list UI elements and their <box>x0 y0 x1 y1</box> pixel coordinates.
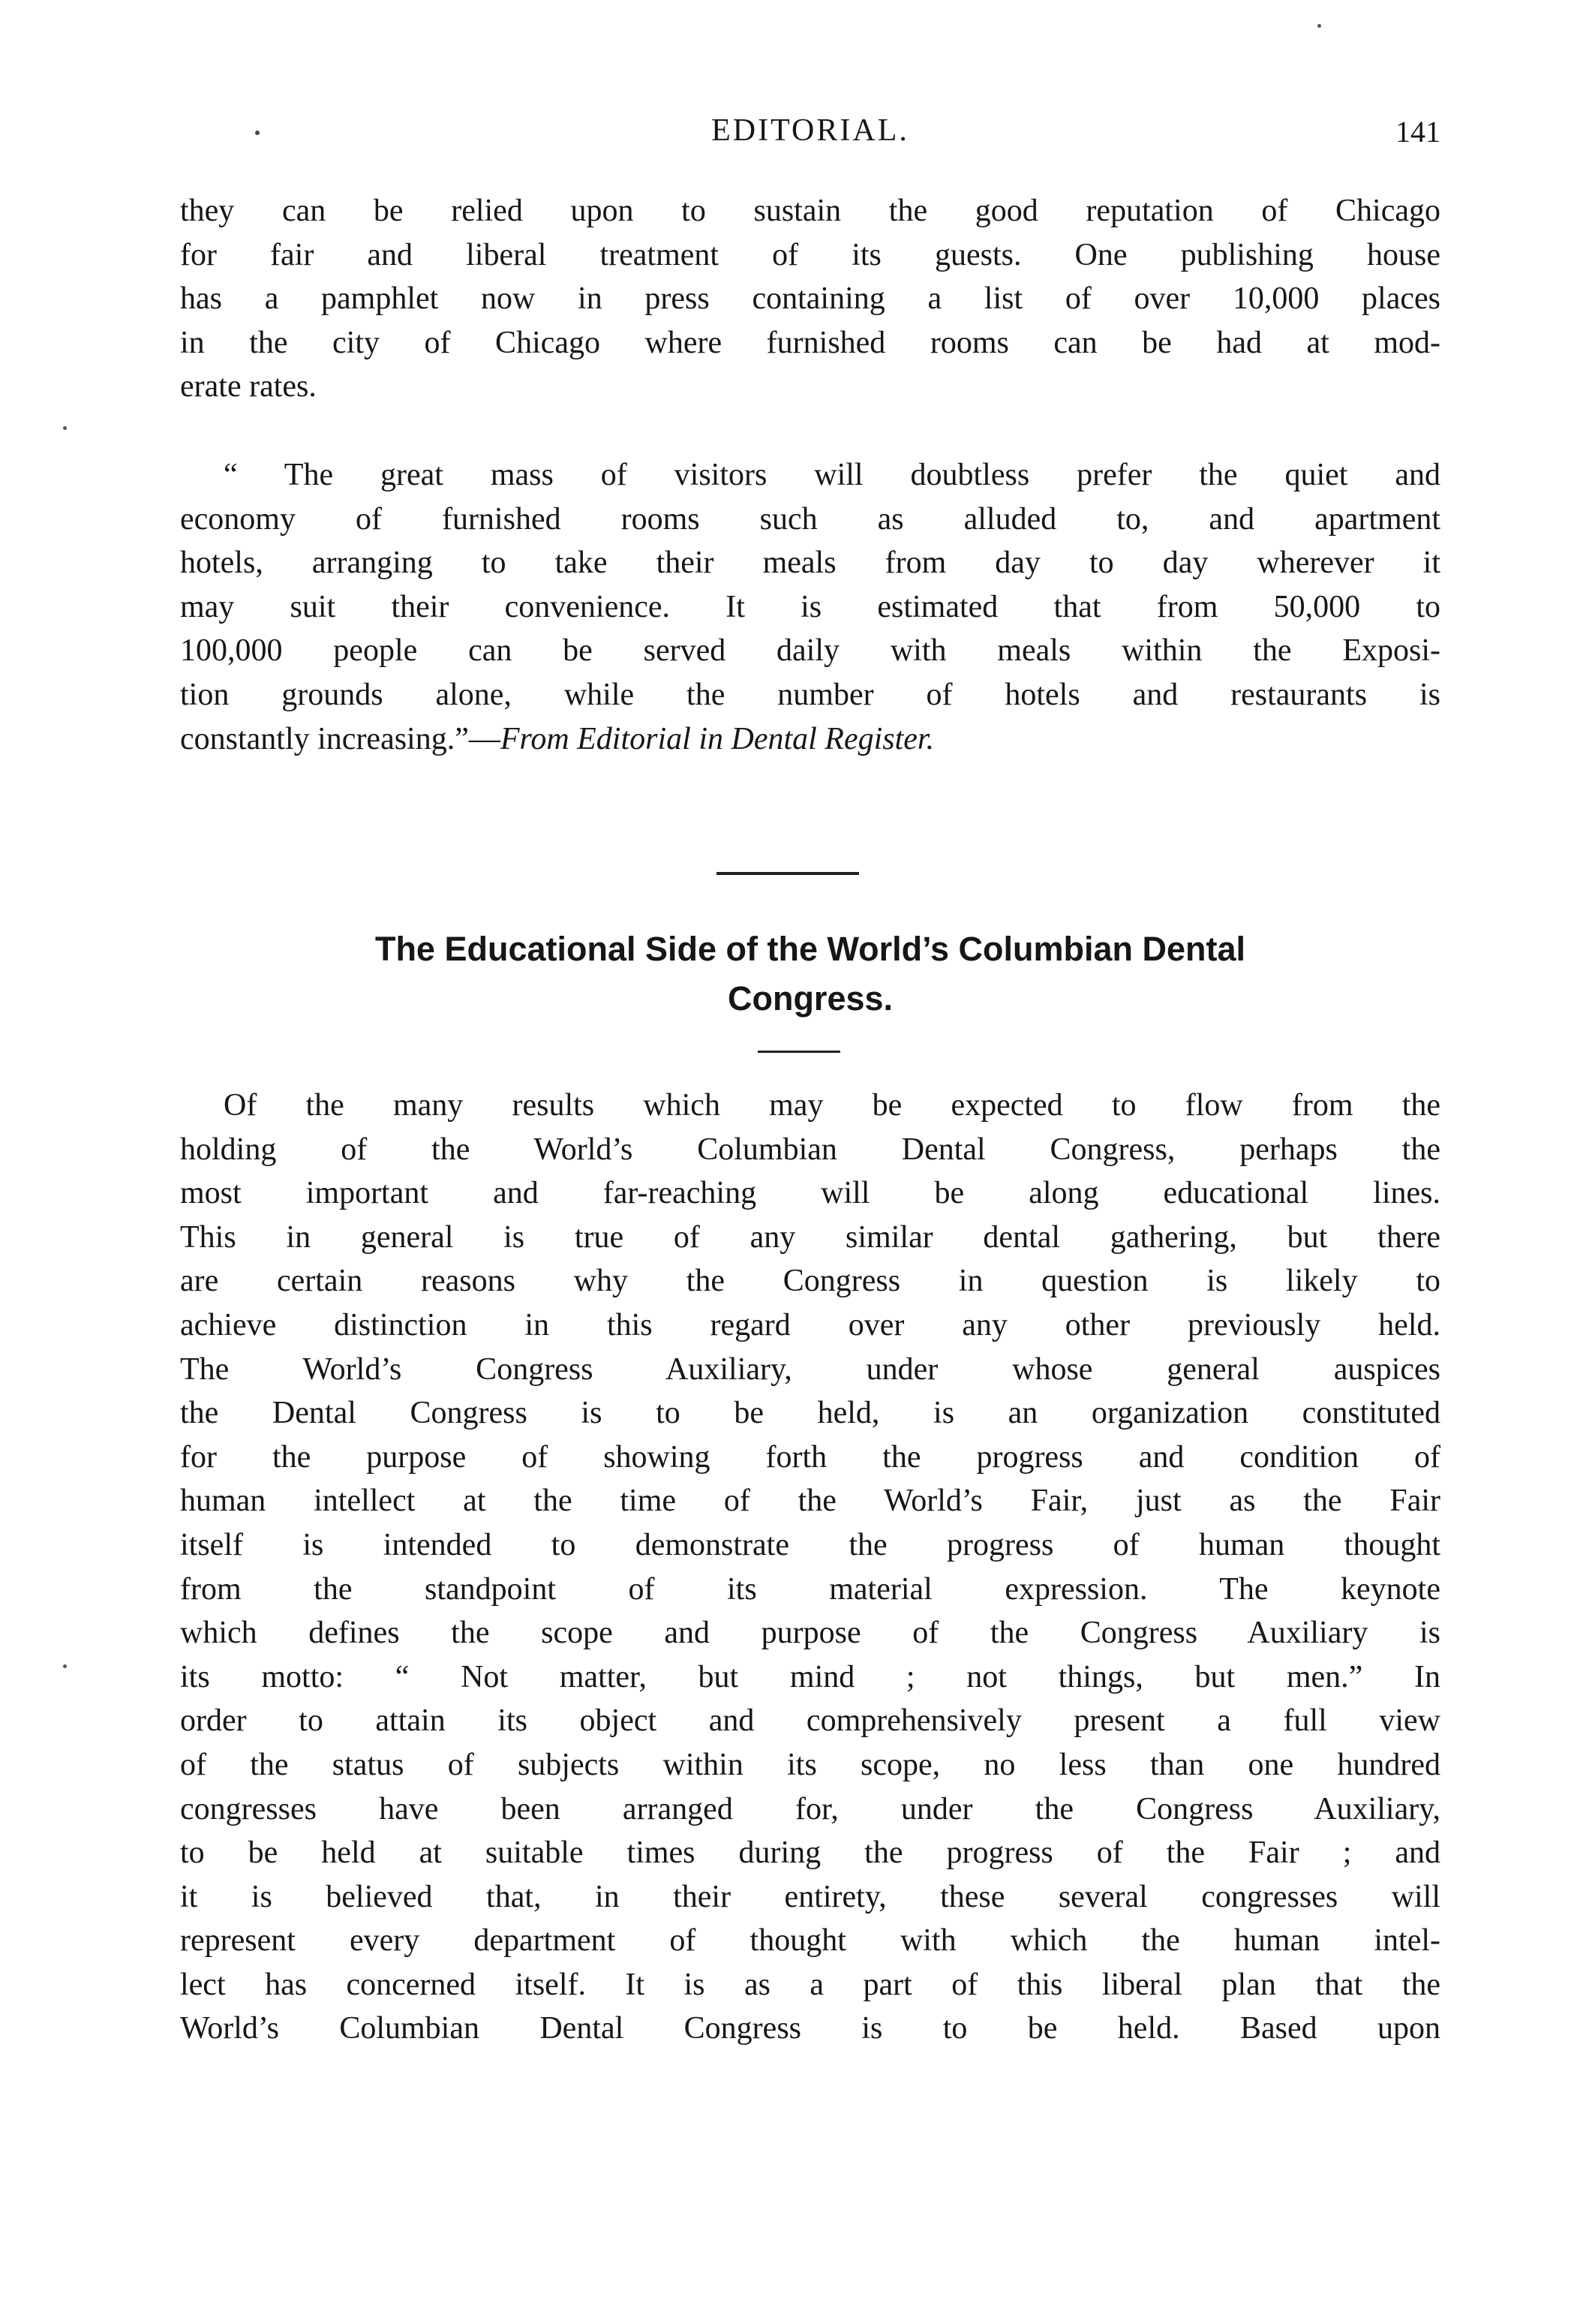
text-line: most important and far-reaching will be along educational lines. <box>180 1176 1440 1211</box>
text-line: to be held at suitable times during the progress of the Fair ; and <box>180 1835 1440 1871</box>
text-line: hotels, arranging to take their meals from day to day wherever it <box>180 546 1440 581</box>
section-divider <box>716 872 859 875</box>
text-line: which defines the scope and purpose of the Congress Auxiliary is <box>180 1616 1440 1651</box>
text-line: congresses have been arranged for, under the Congress Auxiliary, <box>180 1791 1440 1826</box>
text-line: the Dental Congress is to be held, is an organization constituted <box>180 1396 1440 1431</box>
text-line: its motto: “ Not matter, but mind ; not things, but men.” In <box>180 1659 1440 1694</box>
text-line: for fair and liberal treatment of its guests. One publishing house <box>180 237 1440 272</box>
closing-text: constantly increasing.”— <box>180 721 500 756</box>
text-line: from the standpoint of its material expression. The keynote <box>180 1571 1440 1607</box>
text-line: The World’s Congress Auxiliary, under whose general auspices <box>180 1351 1440 1387</box>
page-header <box>180 113 1440 158</box>
text-line: achieve distinction in this regard over any other previously held. <box>180 1307 1440 1342</box>
text-line: lect has concerned itself. It is as a part of this liberal plan that the <box>180 1967 1440 2002</box>
text-line: tion grounds alone, while the number of hotels and restaurants is <box>180 677 1440 712</box>
page-speck <box>63 426 67 430</box>
running-head: EDITORIAL. <box>711 113 909 148</box>
page-speck <box>63 1664 67 1668</box>
page-number: 141 <box>1395 115 1440 149</box>
text-line: erate rates. <box>180 369 317 404</box>
text-line: itself is intended to demonstrate the progress of human thought <box>180 1527 1440 1562</box>
text-line: “ The great mass of visitors will doubtless prefer the quiet and <box>224 458 1440 492</box>
continued-paragraph <box>180 189 1440 409</box>
quoted-paragraph <box>180 453 1440 761</box>
title-underline <box>758 1051 840 1053</box>
text-line: holding of the World’s Columbian Dental Congress, perhaps the <box>180 1132 1440 1167</box>
text-line: are certain reasons why the Congress in question is likely to <box>180 1264 1440 1299</box>
text-line: of the status of subjects within its scope, no less than one hundred <box>180 1747 1440 1782</box>
text-line: they can be relied upon to sustain the good reputation of Chicago <box>180 194 1440 228</box>
text-line: for the purpose of showing forth the progress and condition of <box>180 1439 1440 1475</box>
text-line: 100,000 people can be served daily with meals within the Exposi- <box>180 633 1440 669</box>
text-line: economy of furnished rooms such as alluded to, and apartment <box>180 501 1440 537</box>
page-speck <box>1317 24 1321 28</box>
text-line: it is believed that, in their entirety, these several congresses will <box>180 1879 1440 1914</box>
text-line: has a pamphlet now in press containing a list of over 10,000 places <box>180 281 1440 317</box>
article-body <box>180 1084 1440 2051</box>
text-line: This in general is true of any similar dental gathering, but there <box>180 1219 1440 1255</box>
text-line <box>180 717 1440 762</box>
text-line: represent every department of thought with which the human intel- <box>180 1923 1440 1959</box>
article-title <box>180 924 1440 1024</box>
text-line: Of the many results which may be expected to flow from the <box>224 1088 1440 1123</box>
source-citation: From Editorial in Dental Register. <box>500 721 935 756</box>
text-line: in the city of Chicago where furnished rooms can be had at mod- <box>180 325 1440 360</box>
text-line: human intellect at the time of the World’s Fair, just as the Fair <box>180 1484 1440 1519</box>
text-line: World’s Columbian Dental Congress is to be held. Based upon <box>180 2011 1440 2046</box>
article-title-line: Congress. <box>727 979 894 1018</box>
text-line: order to attain its object and comprehensively present a full view <box>180 1703 1440 1739</box>
article-title-line: The Educational Side of the World’s Columbian Dental <box>374 930 1246 968</box>
text-line: may suit their convenience. It is estimated that from 50,000 to <box>180 589 1440 624</box>
